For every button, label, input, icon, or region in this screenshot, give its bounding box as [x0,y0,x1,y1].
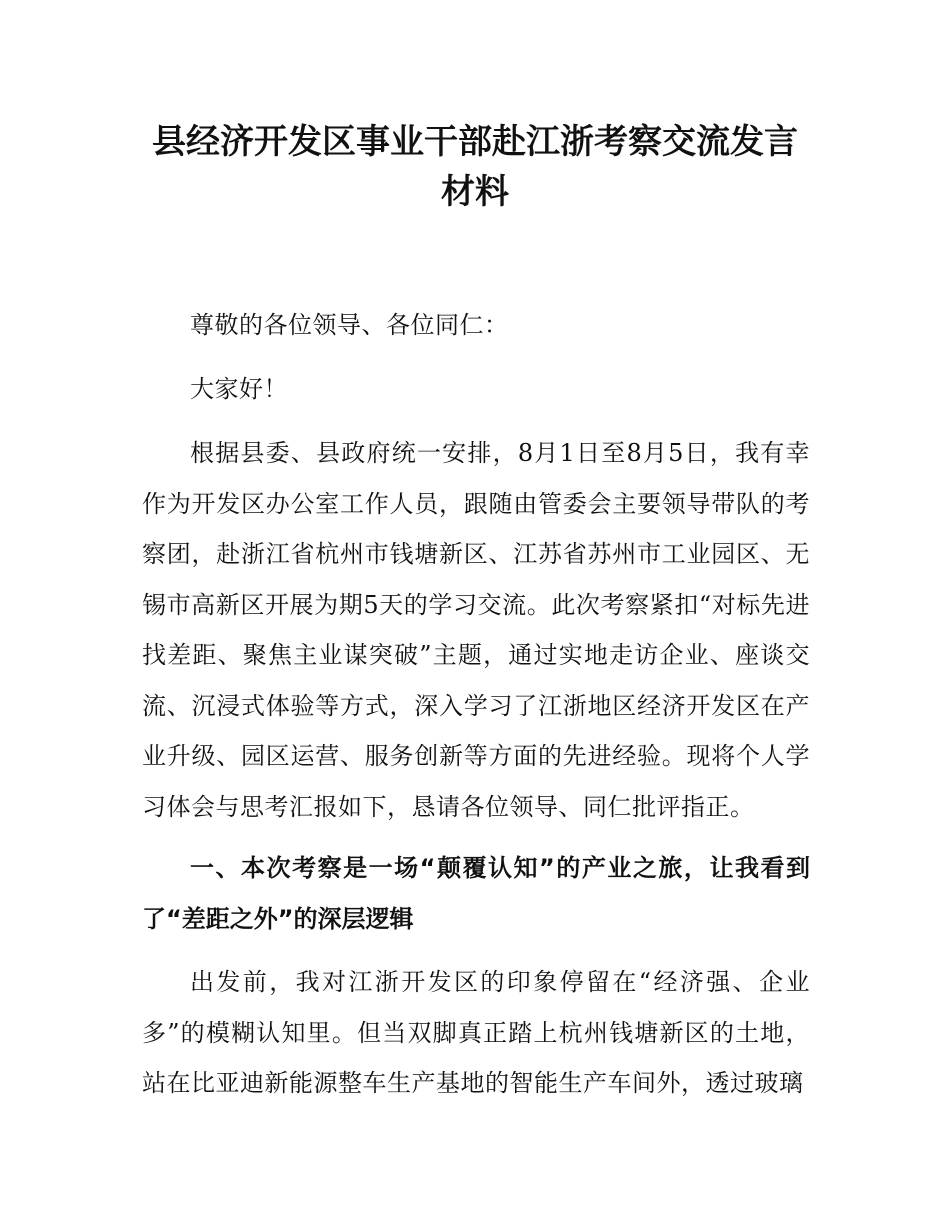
section-1-heading: 一、本次考察是一场“颠覆认知”的产业之旅，让我看到了“差距之外”的深层逻辑 [142,854,810,933]
document-title [140,117,810,217]
paragraph-section-1: 出发前，我对江浙开发区的印象停留在“经济强、企业多”的模糊认知里。但当双脚真正踏上杭州钱塘新区的土地，站在比亚迪新能源整车生产基地的智能生产车间外，透过玻璃 [142,968,810,1097]
greeting: 大家好！ [190,375,288,403]
salutation: 尊敬的各位领导、各位同仁： [190,311,509,339]
title-line-1: 县经济开发区事业干部赴江浙考察交流发言 [152,122,798,162]
paragraph-intro: 根据县委、县政府统一安排，8月1日至8月5日，我有幸作为开发区办公室工作人员，跟随由管委会主要领导带队的考察团，赴浙江省杭州市钱塘新区、江苏省苏州市工业园区、无锡市高新区开展为期5天的学习交流。此次考察紧扣“对标先进找差距、聚焦主业谋突破”主题，通过实地走访企业、座谈交流、沉浸式体验等方式，深入学习了江浙地区经济开发区在产业升级、园区运营、服务创新等方面的先进经验。现将个人学习体会与思考汇报如下，恳请各位领导、同仁批评指正。 [142,439,810,821]
title-line-2: 材料 [441,172,509,212]
